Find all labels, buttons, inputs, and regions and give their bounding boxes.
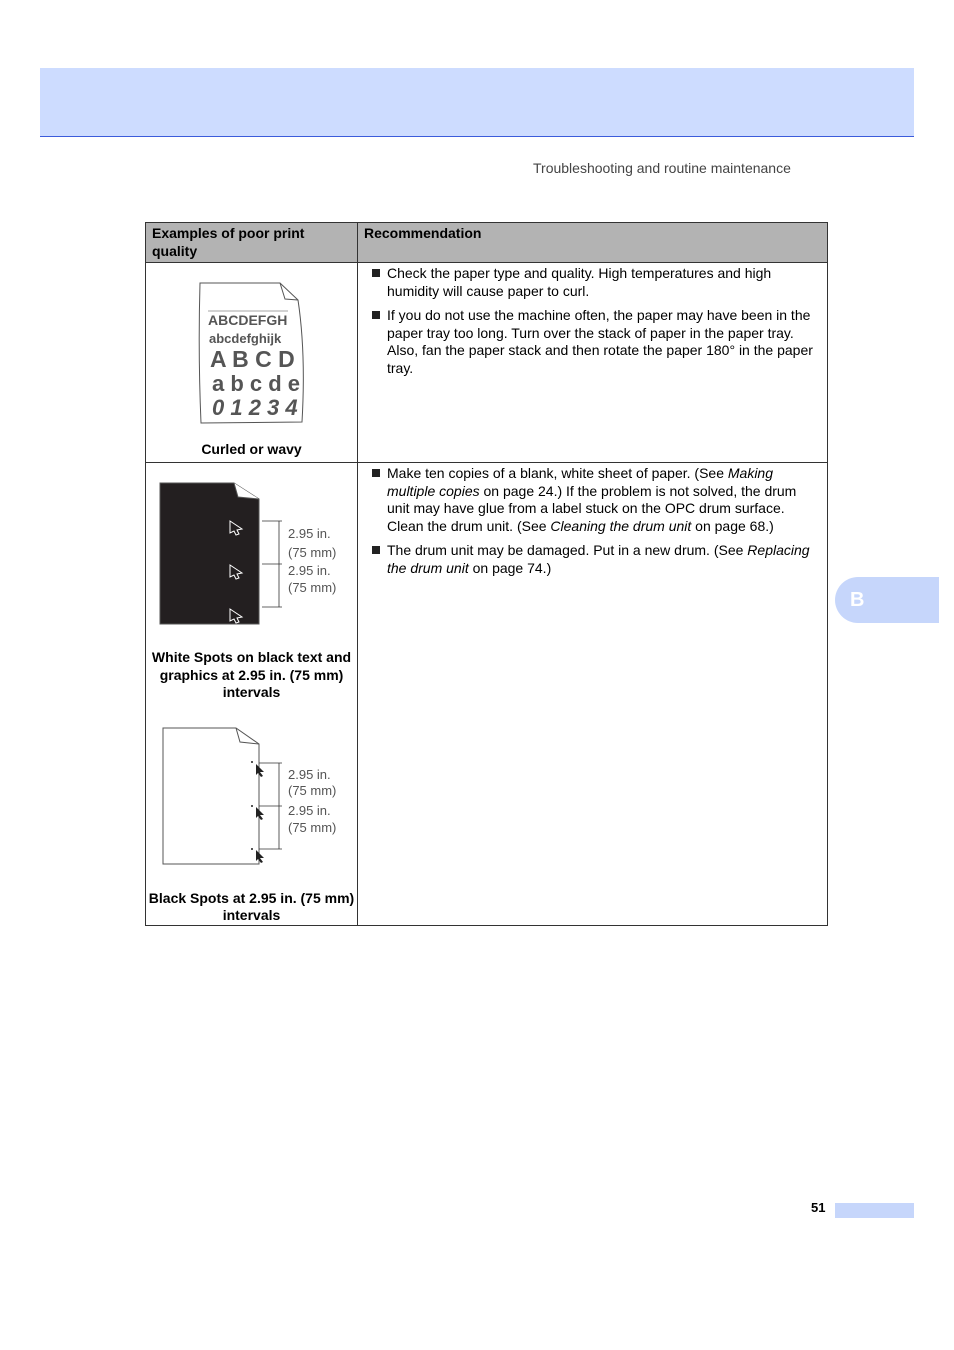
recommendation-text: Make ten copies of a blank, white sheet of paper. (See xyxy=(387,465,728,481)
example-cell-curled xyxy=(146,263,358,463)
recommendation-cell xyxy=(358,263,828,463)
recommendation-text: If you do not use the machine often, the paper may have been in the paper tray too long. Turn over the stack of paper in the paper tray. Also, fan the paper stack and then rotate the paper 180° in the paper tray. xyxy=(387,307,813,376)
cross-reference: Making multiple copies xyxy=(387,465,774,499)
example-caption: White Spots on black text and graphics at 2.95 in. (75 mm) intervals xyxy=(151,649,352,700)
recommendation-text: on page 24.) If the problem is not solved, the drum unit may have glue from a label stuck on the OPC drum surface. Clean the drum unit. (See xyxy=(387,482,797,534)
sample-line: 0 1 2 3 4 xyxy=(212,395,298,420)
recommendation-list xyxy=(370,465,819,577)
example-cell-spots xyxy=(146,463,358,926)
black-spots-illustration xyxy=(146,712,357,882)
header-examples: Examples of poor print quality xyxy=(146,223,358,263)
table-header-row xyxy=(146,223,828,263)
dimension-label: (75 mm) xyxy=(288,819,337,835)
recommendation-item xyxy=(370,307,819,377)
recommendation-list xyxy=(370,265,819,377)
cross-reference: Replacing the drum unit xyxy=(387,542,810,576)
dimension-label: 2.95 in. xyxy=(288,526,331,541)
chapter-tab[interactable]: B xyxy=(835,577,939,623)
page-number: 51 xyxy=(811,1200,826,1215)
sample-line: a b c d e xyxy=(212,371,301,396)
table-row xyxy=(146,263,828,463)
header-band xyxy=(40,68,914,137)
dimension-label: (75 mm) xyxy=(288,545,337,560)
recommendation-text: on page 74.) xyxy=(468,559,552,576)
header-recommendation: Recommendation xyxy=(358,223,828,263)
recommendation-text: The drum unit may be damaged. Put in a new drum. (See xyxy=(387,542,748,558)
curled-paper-illustration xyxy=(146,263,357,441)
sample-line: ABCDEFGH xyxy=(208,312,288,328)
print-quality-table xyxy=(145,222,828,926)
white-spots-illustration xyxy=(146,463,357,633)
table-row xyxy=(146,463,828,926)
dimension-label: (75 mm) xyxy=(288,580,337,595)
example-caption: Curled or wavy xyxy=(201,441,302,457)
dimension-label: 2.95 in. xyxy=(288,802,331,818)
dimension-label: 2.95 in. xyxy=(288,563,331,578)
recommendation-item xyxy=(370,542,819,577)
recommendation-item xyxy=(370,465,819,535)
sample-line: abcdefghijk xyxy=(209,331,282,346)
example-caption: Black Spots at 2.95 in. (75 mm) intervals xyxy=(148,889,355,923)
cross-reference: Cleaning the drum unit xyxy=(550,517,692,534)
recommendation-text: on page 68.) xyxy=(691,517,774,534)
recommendation-cell xyxy=(358,463,828,926)
recommendation-item xyxy=(370,265,819,300)
recommendation-text: Check the paper type and quality. High temperatures and high humidity will cause paper to curl. xyxy=(387,265,772,299)
page-number-bar xyxy=(835,1203,914,1218)
running-head: Troubleshooting and routine maintenance xyxy=(533,160,791,176)
sample-line: A B C D xyxy=(210,346,295,372)
dimension-label: 2.95 in. xyxy=(288,766,331,782)
dimension-label: (75 mm) xyxy=(288,782,337,798)
